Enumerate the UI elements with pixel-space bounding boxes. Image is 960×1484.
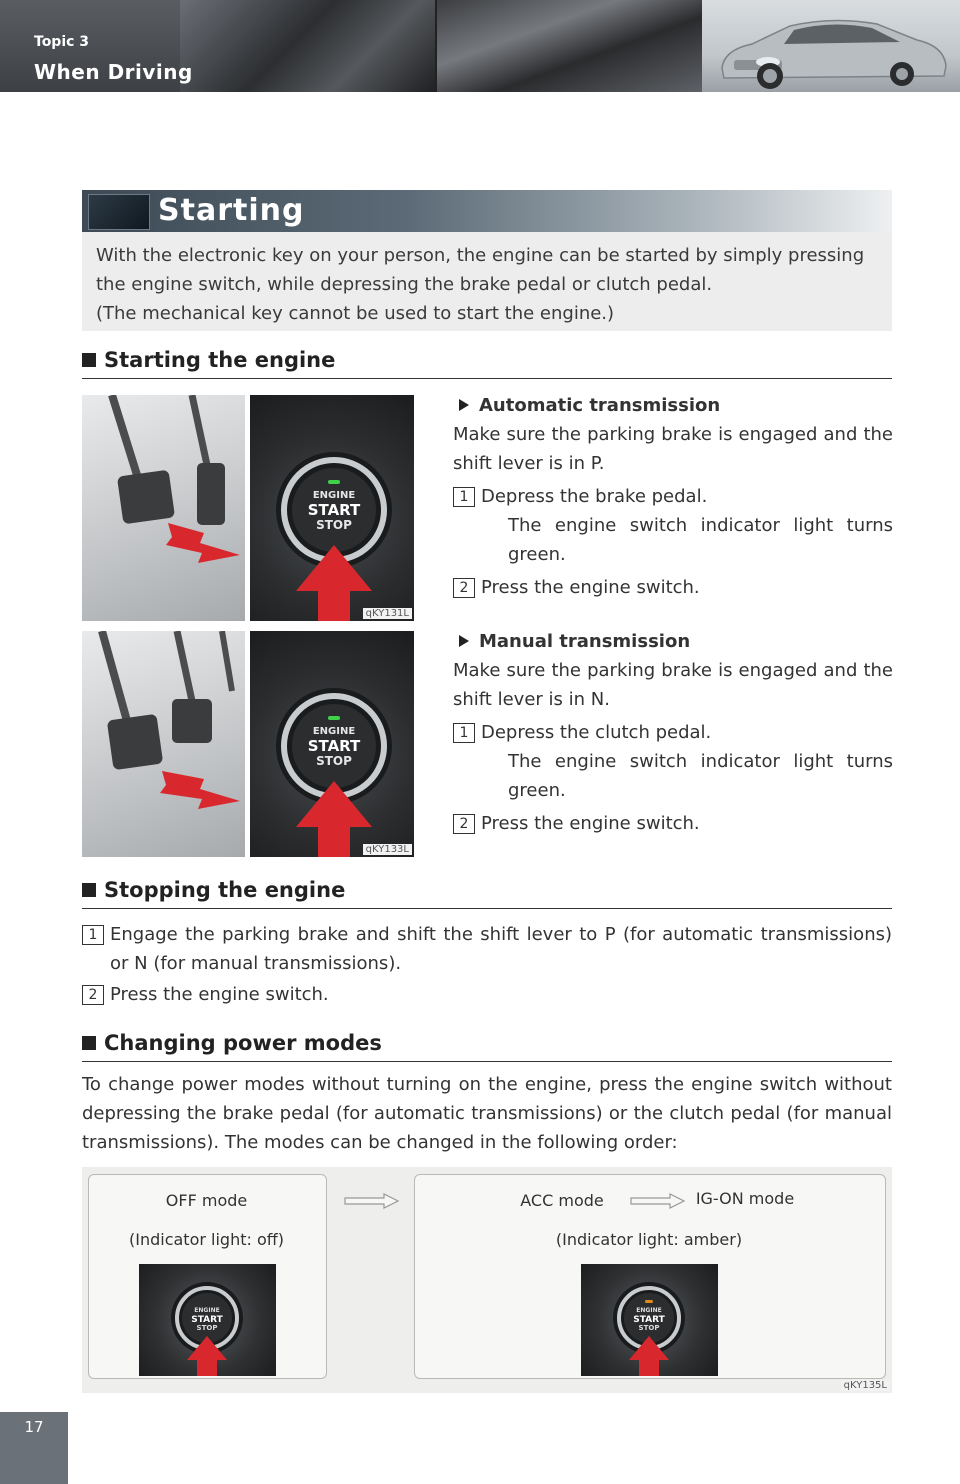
banner-interior-photo <box>437 0 702 92</box>
step-number: 2 <box>82 985 104 1005</box>
auto-transmission-block <box>453 391 893 602</box>
engine-switch-on-photo <box>581 1264 718 1376</box>
square-bullet-icon <box>82 353 96 367</box>
subheading-text: Changing power modes <box>104 1031 382 1055</box>
red-arrow-icon <box>166 523 240 563</box>
svg-text:ENGINE: ENGINE <box>636 1307 662 1314</box>
manual-desc: Make sure the parking brake is engaged and the shift lever is in N. <box>453 660 893 710</box>
subheading-stopping-engine <box>82 878 892 909</box>
step-number: 1 <box>453 487 475 507</box>
triangle-bullet-icon <box>459 635 469 647</box>
svg-text:STOP: STOP <box>316 754 352 768</box>
step-text: Press the engine switch. <box>481 577 700 598</box>
svg-text:ENGINE: ENGINE <box>312 726 356 737</box>
stopping-steps <box>82 920 892 1009</box>
step-text: Press the engine switch. <box>481 813 700 834</box>
step-number: 1 <box>82 925 104 945</box>
ign-mode-label: IG-ON mode <box>695 1189 795 1208</box>
manual-transmission-block <box>453 627 893 838</box>
power-modes-text: To change power modes without turning on the engine, press the engine switch without depressing the brake pedal (for automatic transmissions) or the clutch pedal (for manual transmissions). The modes can be changed in the following order: <box>82 1074 892 1153</box>
stop-step-2 <box>82 980 892 1009</box>
on-indicator-label: (Indicator light: amber) <box>555 1230 743 1249</box>
svg-text:ENGINE: ENGINE <box>194 1307 220 1314</box>
off-indicator-label: (Indicator light: off) <box>128 1230 285 1249</box>
subheading-starting-engine <box>82 348 892 379</box>
subheading-text: Stopping the engine <box>104 878 346 902</box>
acc-mode-label: ACC mode <box>520 1191 604 1210</box>
photo-code: qKY131L <box>363 608 412 619</box>
auto-step-2 <box>453 573 893 602</box>
chapter-title: When Driving <box>34 60 193 84</box>
mode-arrow-icon <box>630 1193 686 1209</box>
svg-text:STOP: STOP <box>196 1324 218 1332</box>
clutch-pedal-photo <box>82 631 245 857</box>
subheading-power-modes <box>82 1031 892 1062</box>
svg-text:START: START <box>191 1315 223 1325</box>
header-banner <box>0 0 960 92</box>
auto-desc: Make sure the parking brake is engaged and the shift lever is in P. <box>453 424 893 474</box>
triangle-bullet-icon <box>459 399 469 411</box>
square-bullet-icon <box>82 1036 96 1050</box>
brake-pedal-photo <box>82 395 245 621</box>
step-number: 2 <box>453 814 475 834</box>
engine-switch-off-photo <box>139 1264 276 1376</box>
svg-text:STOP: STOP <box>316 518 352 532</box>
step-text: Press the engine switch. <box>110 984 329 1005</box>
manual-step-2 <box>453 809 893 838</box>
step-text: Engage the parking brake and shift the shift lever to P (for automatic transmissions) or N (for manual transmissions). <box>110 924 892 974</box>
photo-code: qKY135L <box>841 1380 890 1391</box>
manual-step-1 <box>453 718 893 747</box>
svg-text:ENGINE: ENGINE <box>312 490 356 501</box>
auto-bullet <box>453 391 893 420</box>
power-modes-diagram <box>82 1167 892 1393</box>
auto-step-1 <box>453 482 893 511</box>
section-thumbnail <box>88 194 150 230</box>
photo-code: qKY133L <box>363 844 412 855</box>
engine-switch-photo-manual <box>250 631 414 857</box>
section-title: Starting <box>158 193 305 228</box>
banner-door-photo <box>180 0 435 92</box>
step-text: Depress the brake pedal. <box>481 486 708 507</box>
auto-step-1-note: The engine switch indicator light turns green. <box>508 515 893 565</box>
step-number: 1 <box>453 723 475 743</box>
intro-text: With the electronic key on your person, the engine can be started by simply pressing the engine switch, while depressing the brake pedal or clutch pedal. (The mechanical key cannot be used to start the engine.) <box>96 245 865 324</box>
red-arrow-icon <box>160 771 240 809</box>
step-text: Depress the clutch pedal. <box>481 722 712 743</box>
svg-text:START: START <box>307 737 361 755</box>
stop-step-1 <box>82 920 892 978</box>
step-number: 2 <box>453 578 475 598</box>
manual-step-1-note: The engine switch indicator light turns green. <box>508 751 893 801</box>
subheading-text: Starting the engine <box>104 348 336 372</box>
page-number: 17 <box>0 1412 68 1484</box>
topic-label: Topic 3 <box>34 34 90 50</box>
engine-switch-photo-auto <box>250 395 414 621</box>
auto-title: Automatic transmission <box>479 395 721 416</box>
off-mode-label: OFF mode <box>165 1191 248 1210</box>
svg-text:START: START <box>633 1315 665 1325</box>
intro-box <box>82 232 892 331</box>
manual-bullet <box>453 627 893 656</box>
mode-arrow-icon <box>344 1193 400 1209</box>
svg-text:START: START <box>307 501 361 519</box>
car-illustration <box>712 10 952 90</box>
svg-text:STOP: STOP <box>638 1324 660 1332</box>
manual-title: Manual transmission <box>479 631 691 652</box>
square-bullet-icon <box>82 883 96 897</box>
